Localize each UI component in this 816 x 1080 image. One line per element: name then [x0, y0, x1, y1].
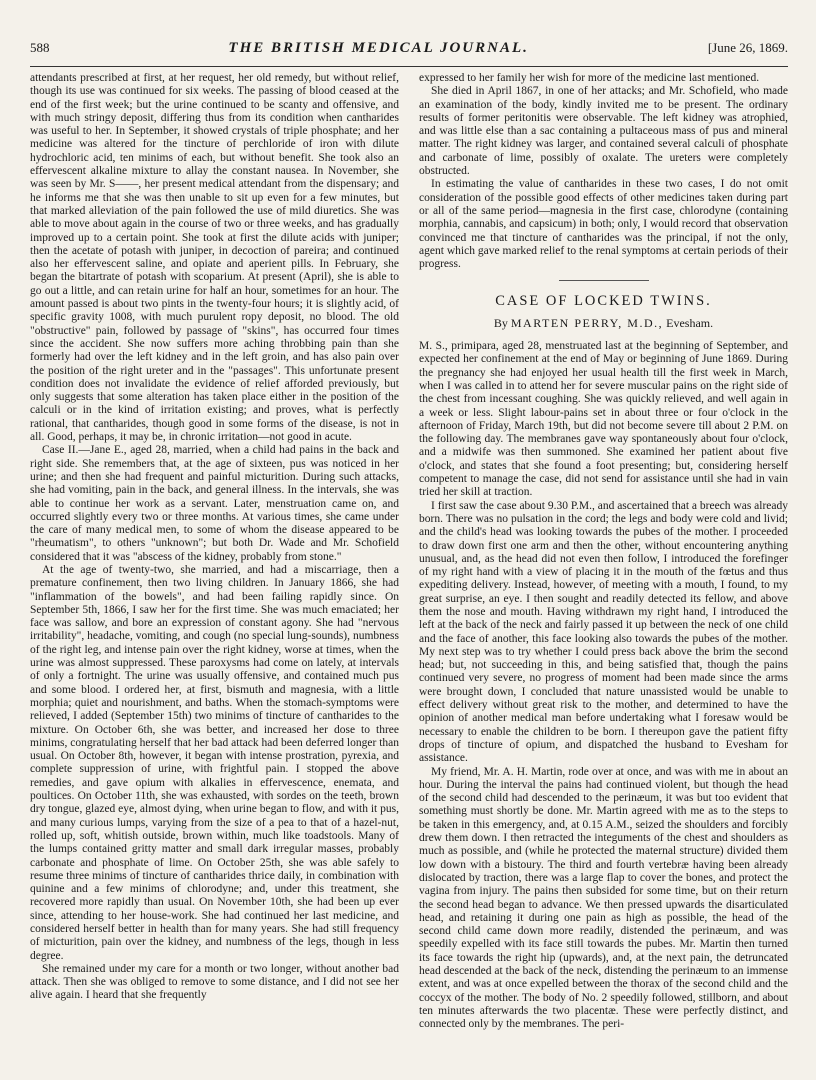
section-divider: [559, 280, 649, 281]
paragraph: In estimating the value of cantharides in these two cases, I do not omit consideration of the possible good effects of other medicines taken during part or all of the same period—magnesia in the first case, chlorodyne (containing morphia, cannabis, and capsicum) in both; only, I would record that observation convinced me that tincture of cantharides was the principal, if not the only, agent which gave marked relief to the renal symptoms at certain periods of their progress.: [419, 178, 788, 271]
byline-prefix: By: [493, 315, 508, 330]
author-name: MARTEN PERRY, M.D.,: [510, 315, 664, 330]
paragraph-case-two: Case II.—Jane E., aged 28, married, when a child had pains in the back and right side. She remembers that, at the age of sixteen, pus was noticed in her urine; and then she had frequent and painful micturition. During such attacks, she had vomiting, pain in the back, and general illness. In the intervals, she was able to continue her work as a servant. Later, menstruation came on, and occurred slightly every two or three months. At various times, she came under the care of many medical men, to some of whom the disease appeared to be "rheumatism", to others "unknown"; but both Dr. Wade and Mr. Schofield considered that it was "abscess of the kidney, probably from stone.": [30, 444, 399, 563]
paragraph: expressed to her family her wish for more of the medicine last mentioned.: [419, 72, 760, 84]
paragraph: She remained under my care for a month or two longer, without another bad attack. Then she was obliged to remove to some distance, and I did not see her alive again. I heard that she frequently: [30, 962, 399, 1002]
paragraph: She died in April 1867, in one of her attacks; and Mr. Schofield, who made an examination of the body, kindly invited me to be present. The ordinary results of former peritonitis were observable. The left kidney was atrophied, and was little else than a sac containing a pultaceous mass of pus and mineral matter. The right kidney was larger, and contained several calculi of phosphate and carbonate of lime, possibly of oxalate. The ureters were completely obstructed.: [419, 85, 788, 178]
article-title: CASE OF LOCKED TWINS.: [495, 293, 712, 310]
paragraph: M. S., primipara, aged 28, menstruated last at the beginning of September, and expected her confinement at the end of May or beginning of June 1869. During the pregnancy she had enjoyed her usual health till the first week in March, when I was called in to attend her for severe muscular pains on the right side of the chest from incessant coughing. She was quickly relieved, and well again in a week or less. Slight labour-pains set in about three or four o'clock in the afternoon of Friday, March 19th, but did not become severe till about 2 P.M. on the following day. The membranes gave way spontaneously about four o'clock, and a midwife was then summoned. She examined her patient about five o'clock, and states that she found a foot presenting; but, considering herself competent to manage the case, did not send for assistance until she had in vain tried her skill at traction.: [419, 340, 788, 499]
paragraph: My friend, Mr. A. H. Martin, rode over at once, and was with me in about an hour. During the interval the pains had continued violent, but though the head of the second child had descended to the perinæum, it was but too evident that something must shortly be done. Mr. Martin agreed with me as to the steps to be taken in this emergency, and, at 0.15 A.M., seized the shoulders and forcibly drew them down. I then retracted the integuments of the chest and shoulders as much as possible, and (while he protected the maternal structure) divided them low down with a bistoury. The third and fourth vertebræ having been already dislocated by traction, there was a large flap to cover the bones, and protect the vagina from injury. The pains then subsided for some time, but on their return the second head began to advance. We then pressed upwards the disarticulated head, and retaining it during one pain as high as possible, the head of the second child came down more readily, distended the perinæum, and was speedily expelled with its face still towards the pubes. Mr. Martin then turned its face towards the right hip (upwards), and, at the next pain, the detruncated head descended at the back of the neck, distending the perinæum to an immense extent, and was at once expelled between the thorax of the second child and the coccyx of the mother. The body of No. 2 speedily followed, stillborn, and about ten minutes afterwards the two placentæ. These were perfectly distinct, and connected only by the membranes. The peri-: [419, 765, 788, 1031]
left-column: [30, 72, 399, 1031]
journal-title: THE BRITISH MEDICAL JOURNAL.: [228, 40, 529, 56]
paragraph: At the age of twenty-two, she married, and had a miscarriage, then a premature confinement, then two living children. In January 1866, she had "inflammation of the bowels", and had been failing rapidly since. On September 5th, 1866, I saw her for the first time. She was much emaciated; her face was sallow, and bore an expression of constant agony. She had "nervous irritability", headache, vomiting, and cough (no special lung-sounds), numbness of the right leg, and intense pain over the right kidney, worse at times, when the urine was almost suppressed. These paroxysms had come on lately, at intervals of only a fortnight. The urine was usually offensive, and contained much pus and some blood. I ordered her, at first, bismuth and magnesia, with a little morphia; quiet and nourishment, and baths. When the stomach-symptoms were relieved, I added (September 15th) two minims of tincture of cantharides to the mixture. On October 6th, she was better, and increased her dose to three minims, congratulating herself that her bad attack had been deferred longer than usual. On October 8th, however, it began with intense prostration, pyrexia, and complete suppression of urine, with frightful pain. I stopped the above remedies, and gave opium with alkalies in effervescence, enemata, and poultices. On October 11th, she was exhausted, with sordes on the teeth, brown dry tongue, glazed eye, almost dying, when urine began to flow, and with it pus, and many curious lumps, varying from the size of a pea to that of a hazel-nut, rolled up, soft, whitish outside, brown within, much like toadstools. Many of the lumps contained gritty matter and small dark irregular masses, probably carbonate and phosphate of lime. On October 25th, she was able safely to resume three minims of tincture of cantharides thrice daily, in combination with quinine and a few minims of chlorodyne; and, under this treatment, she recovered more rapidly than usual. On November 10th, she had been up ever since, attending to her house-work. She had continued her last medicine, and considered herself better in health than for many years. She had still frequency of micturition, pain over the kidney, and numbness of the legs, though in less degree.: [30, 563, 399, 962]
paragraph: I first saw the case about 9.30 P.M., and ascertained that a breech was already born. There was no pulsation in the cord; the legs and body were cold and livid; and the child's head was looking towards the pubes of the mother. I proceeded to draw down first one arm and then the other, without encountering anything unusual, and, as the head did not even then follow, I introduced the forefinger of my right hand with a view of placing it in the mouth of the fœtus and thus expediting delivery. Instead, however, of meeting with a mouth, I found, to my great surprise, an eye. I then sought and readily detected its fellow, and above them the nose and mouth. Having withdrawn my right hand, I introduced the left at the back of the neck and fairly passed it up between the neck of one child and the face of another, this face looking also towards the pubes of the mother. My next step was to try whether I could press back above the brim the second head; but, not succeeding in this, and being satisfied that, though the pains continued very severe, no progress of moment had been made since the arms were brought down, I concluded that nature unassisted would be unable to effect delivery without great risk to the mother, and determined to have the opinion of another medical man before undertaking what I foresaw would be necessary to enable the children to be born. I thereupon gave the patient fifty drops of tincture of opium, and dispatched the husband to Evesham for assistance.: [419, 499, 789, 765]
right-column: [419, 72, 788, 1031]
issue-date: [June 26, 1869.: [707, 40, 788, 55]
author-location: Evesham.: [666, 315, 714, 330]
page-header: [30, 0, 788, 67]
page-number: 588: [30, 40, 50, 55]
paragraph: attendants prescribed at first, at her request, her old remedy, but without relief, though its use was continued for six weeks. The passing of blood ceased at the end of the first week; but the urine continued to be scanty and offensive, and with much stringy deposit, differing thus from its condition when cantharides was useful to her. In September, it showed crystals of triple phosphate; and her medicine was altered for the tincture of perchloride of iron with dilute hydrochloric acid, ten minims of each, but without benefit. She took also an effervescent alkaline mixture to allay the constant nausea. In November, she was seen by Mr. S——, her present medical attendant from the dispensary; and he informs me that she was then unable to sit up even for a few minutes, but that marked alleviation of the pain followed the use of mild diuretics. She was able to move about again in the course of two or three weeks, and has gradually improved up to a certain point. She took at first the dilute acids with juniper; then the acetate of potash with juniper, in decoction of pareira; and continued also her effervescent saline, and opiate and aperient pills. In February, she began the bitartrate of potash with scoparium. At present (April), she is able to go out a little, and can retain urine for half an hour, sometimes for an hour. The amount passed is about two pints in the twenty-four hours; it is slightly acid, of specific gravity 1008, with much purulent ropy deposit, no blood. The old "obstructive" pain, followed by passage of "skins", has occurred four times since the accident. She now suffers more aching throbbing pain than she formerly had over the left kidney and in the left groin, and has also pain over the position of the right ureter and in the "passages". This unfortunate present condition does not invalidate the evidence of relief afforded previously, but only suggests that some alteration has taken place either in the position of the calculi or in the kind of irritation existing; and proves, what is perfectly rational, that cantharides, though good in some forms of the disease, is not in all. Good, perhaps, it may be, in chronic irritation—not good in acute.: [30, 72, 399, 444]
two-column-body: [30, 72, 788, 1031]
article-byline: [419, 317, 788, 330]
